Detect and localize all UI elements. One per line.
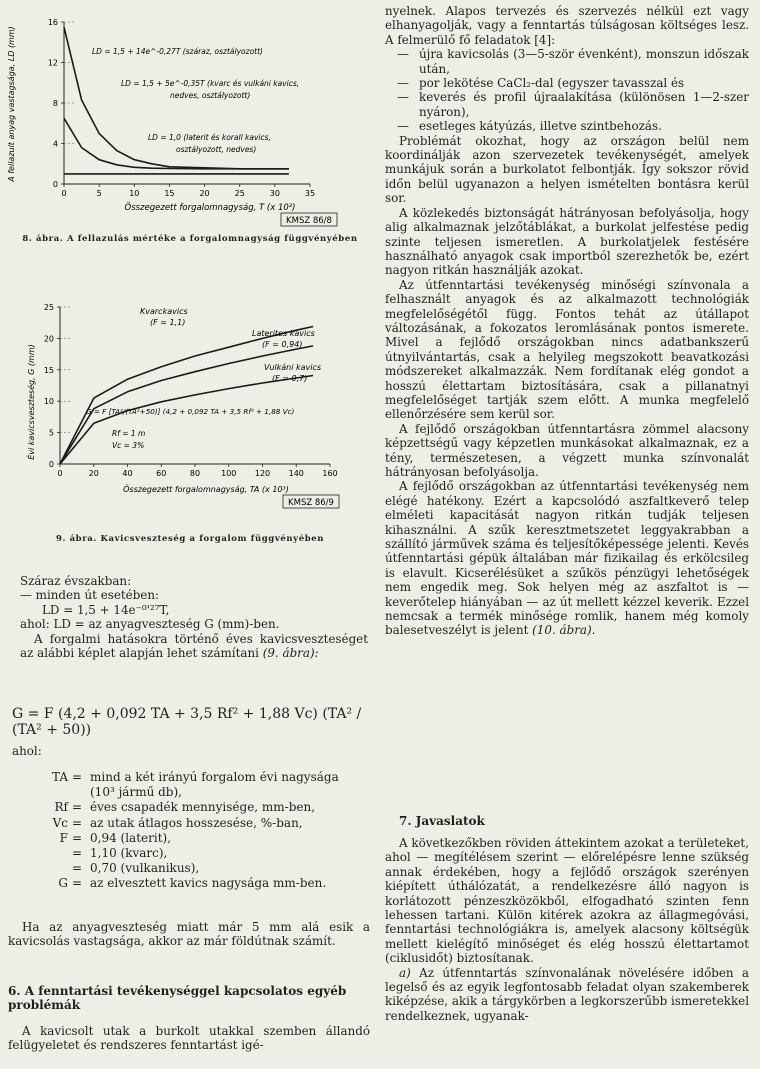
definition-text: 0,94 (laterit), [90,830,172,845]
y-tick-label: 25 [43,303,54,312]
para-formula-intro [20,632,368,661]
y-tick-label: 12 [47,58,58,68]
definition-symbol: Rf [54,800,68,815]
fig9-ref: (9. ábra): [262,646,319,661]
x-tick-label: 35 [304,189,316,198]
x-tick-label: 60 [156,469,167,478]
para-ld-threshold [8,920,370,949]
y-tick-label: 5 [48,428,54,438]
intro-line-1: Száraz évszakban: [20,574,132,588]
x-tick-label: 25 [234,189,245,198]
definition-text: mind a két irányú forgalom évi nagysága [90,770,339,784]
equals-sign: = [72,830,83,845]
right-para-7: A következőkben röviden áttekintem azokat a területeket, ahol — megítélésem szerint — előrelépésre lenne szükség annak érdekében, hogy a fejlődő országok szerényen kiépített úthálózatát, a rendelkezésre álló nagyon is korlátozott pénzeszközökből, elfogadható szinten fenn lehessen tartani. Külön kitérek azokra az állagmegóvási, fenntartási technológiákra is, amelyek alacsony költségük mellett kielégítő minőséget és elég hosszú élettartamot (ciklusidőt) biztosítanak. [385,836,749,966]
definition-text: az elvesztett kavics nagysága mm-ben. [90,876,327,891]
right-para-1: nyelnek. Alapos tervezés és szervezés nélkül ezt vagy elhanyagolják, vagy a fenntartás túlságosan költséges lesz. A felmerülő fő feladatok [4]: [385,4,749,47]
definition-symbol: TA [51,770,68,784]
series3-label: Vulkáni kavics [264,363,322,372]
dash-bullet: — [397,90,409,105]
definition-text: az utak átlagos hosszesése, %-ban, [90,815,303,830]
equals-sign: = [72,800,83,815]
definition-text: éves csapadék mennyisége, mm-ben, [90,800,316,815]
equals-sign: = [72,770,83,784]
definition-symbol [26,861,72,876]
task-list-text: újra kavicsolás (3—5-ször évenként), monszun időszak után, [419,47,749,76]
definition-row [26,861,380,876]
right-para-3: A közlekedés biztonságát hátrányosan befolyásolja, hogy alig alkalmaznak jelzőtáblákat, a burkolat jelfestése pedig szinte teljesen ismeretlen. A burkolatjelek festésére használható anyagok csak importból szerezhetők be, ezért nagyon ritkán használják azokat. [385,205,749,278]
series-line-3 [60,376,313,465]
figure-9-rf: Rf = 1 m [112,429,146,438]
figure-8-code: KMSZ 86/8 [286,216,332,226]
series-line-2 [64,118,289,169]
x-tick-label: 10 [129,189,140,198]
y-tick-label: 10 [43,397,54,407]
y-tick-label: 8 [52,99,58,108]
definition-row [26,876,380,891]
figure-9-xlabel: Összegezett forgalomnagyság, TA (x 10³) [123,485,289,494]
item-a-marker: a) [399,965,411,980]
figure-8-axes [48,18,315,198]
y-tick-label: 0 [52,180,58,189]
x-tick-label: 0 [57,469,63,478]
x-tick-label: 0 [61,189,67,198]
definition-row [26,770,380,785]
task-list-item [385,90,749,119]
definition-row [26,800,380,815]
right-para-8 [385,966,749,1024]
definition-row [26,816,380,831]
definitions-list [26,770,380,892]
x-tick-label: 160 [322,469,338,478]
right-para-6-text: A fejlődő országokban az útfenntartási tevékenység nem elégé hatékony. Ezért a kapcsolódó aszfaltkeverő telep elméleti kapacitását nagyon ritkán tudják teljesen kihasználni. A szűk keresztmetszetet leggyakrabban a szállító járművek száma és teljesítőképessége jelenti. Kevés útfenntartási gépük általában már fizikailag és erkölcsileg is elavult. Kicserélésüket a szűkös pénzügyi lehetőségek nem engedik meg. Sok helyen még az aszfaltot is — keverőtelep hiányában — az út mellett kézzel keverik. Ezzel nemcsak a termék minősége romlik, hanem még komoly balesetveszélyt is jelent [385,479,749,638]
x-tick-label: 30 [269,189,280,198]
dash-bullet: — [397,76,409,91]
y-tick-label: 15 [43,365,54,375]
task-list-item [385,76,749,90]
x-tick-label: 120 [254,469,271,478]
right-para-2: Problémát okozhat, hogy az országon belül nem koordinálják azon szervezetek tevékenységét, amelyek munkájuk során a burkolatot felbontják. Így sokszor rövid időn belül ugyanazon a helyen ismételten bontásra kerül sor. [385,133,749,206]
figure-9-formula: G = F [TA²/(TA²+50)] (4,2 + 0,092 TA + 3,5 Rf² + 1,88 Vc) [86,407,295,416]
x-tick-label: 15 [164,189,175,198]
series2-f: (F = 0,94) [262,340,303,349]
figure-9-chart [0,292,380,518]
main-formula: G = F (4,2 + 0,092 TA + 3,5 Rf² + 1,88 Vc) (TA² / (TA² + 50)) [12,706,362,738]
para-section-6-text: A kavicsolt utak a burkolt utakkal szemben állandó felügyeletet és rendszeres fenntartást igé- [8,1024,370,1053]
eq-ld: LD = 1,5 + 14e⁻⁰'²⁷T, [42,602,170,617]
series1-f: (F = 1,1) [150,318,186,327]
equals-sign: = [72,861,83,876]
dash-bullet: — [397,119,409,134]
definition-symbol [26,846,72,861]
series2-label: Laterites kavics [252,329,315,338]
x-tick-label: 5 [96,189,102,198]
ahol-line-2: ahol: [12,744,42,758]
para-formula-intro-text: A forgalmi hatásokra történő éves kavicsveszteséget az alábbi képlet alapján lehet számítani [20,631,368,661]
task-list-text: por lekötése CaCl₂-dal (egyszer tavasszal és [419,76,685,91]
series1-label: Kvarckavics [140,307,188,316]
equals-sign: = [72,815,83,830]
curve3-label: LD = 1,0 (laterit és korall kavics, [148,133,271,142]
x-tick-label: 20 [88,469,99,478]
definition-row [26,831,380,846]
task-list-item [385,119,749,133]
para-section-6 [8,1024,370,1053]
figure-9 [0,292,380,518]
section-7-block [385,836,749,1023]
x-tick-label: 20 [199,189,210,198]
equals-sign: = [72,876,83,891]
y-tick-label: 20 [43,334,54,344]
figure-9-caption: 9. ábra. Kavicsveszteség a forgalom függvényében [55,534,325,544]
definition-continuation: (10³ jármű db), [90,785,182,800]
para-ld-threshold-text: Ha az anyagveszteség miatt már 5 mm alá esik a kavicsolás vastagsága, akkor az már földútnak számít. [8,920,370,949]
x-tick-label: 80 [189,469,201,478]
right-column [385,0,757,1069]
figure-9-code: KMSZ 86/9 [288,498,334,508]
figure-9-ylabel: Évi kavicsveszteség, G (mm) [27,344,36,460]
ahol-line-1: ahol: LD = az anyagveszteség G (mm)-ben. [20,617,280,632]
heading-section-7: 7. Javaslatok [399,814,485,828]
task-list [385,47,749,133]
series3-f: (F = 0,7) [272,374,308,383]
curve1-label: LD = 1,5 + 14e^-0,27T (száraz, osztályozott) [92,47,263,56]
right-para-5: A fejlődő országokban útfenntartásra zömmel alacsony képzettségű vagy képzetlen munkásokat alkalmaznak, ez a tény, természetesen, a végzett munka színvonalát hátrányosan befolyásolja. [385,421,749,479]
task-list-text: keverés és profil újraalakítása (különösen 1—2-szer nyáron), [419,90,749,119]
right-para-8-text: Az útfenntartás színvonalának növelésére időben a legelső és az egyik legfontosabb feladat olyan szakemberek kiképzése, akik a tárgykörben a legkorszerűbb ismeretekkel rendelkeznek, ugyanak- [385,965,750,1023]
y-tick-label: 0 [48,460,54,469]
x-tick-label: 40 [122,469,133,478]
dash-bullet: — [397,47,409,62]
intro-block [20,574,368,660]
figure-8-xlabel: Összegezett forgalomnagyság, T (x 10³) [124,203,296,213]
equals-sign: = [72,846,83,861]
intro-line-2: — minden út esetében: [20,588,160,603]
figure-8-chart [0,4,380,230]
task-list-item [385,47,749,76]
definition-row [26,846,380,861]
heading-section-6: 6. A fenntartási tevékenységgel kapcsolatos egyéb problémák [8,984,347,1012]
definition-symbol: Vc [52,815,68,830]
figure-8-ylabel: A fellazult anyag vastagsága, LD (mm) [7,26,16,182]
right-para-6 [385,479,749,637]
task-list-text: esetleges kátyúzás, illetve szintbehozás. [419,119,662,134]
y-tick-label: 4 [52,139,58,149]
y-tick-label: 16 [47,18,58,27]
fig10-ref: (10. ábra). [532,623,596,638]
definition-symbol: F [59,830,68,845]
x-tick-label: 100 [221,469,237,478]
figure-8 [0,4,380,230]
curve2-label: LD = 1,5 + 5e^-0,35T (kvarc és vulkáni kavics, [121,79,300,88]
definition-text: 0,70 (vulkanikus), [90,861,200,876]
definition-text: 1,10 (kvarc), [90,846,168,861]
figure-9-vc: Vc = 3% [112,441,145,450]
right-text-block [385,4,749,638]
right-para-4: Az útfenntartási tevékenység minőségi színvonala a felhasznált anyagok és az alkalmazott technológiák megfelelőségétől függ. Fontos tehát az útállapot változásának, a fokozatos leromlásának pontos ismerete. Mivel a fejlődő országokban nincs adatbankszerű útnyilvántartás, csak a helyileg megszokott beavatkozási módszereket alkalmazzák. Nem fordítanak elég gondot a hosszú élettartam biztosítására, csak a pillanatnyi megfelelőséget tartják szem előtt. A munka megfelelő ellenőrzésére sem kerül sor. [385,277,749,422]
figure-8-caption: 8. ábra. A fellazulás mértéke a forgalomnagyság függvényében [22,234,358,244]
definition-symbol: G [58,876,68,891]
curve3-label-cont: osztályozott, nedves) [176,145,257,154]
curve2-label-cont: nedves, osztályozott) [170,91,251,100]
x-tick-label: 140 [288,469,304,478]
